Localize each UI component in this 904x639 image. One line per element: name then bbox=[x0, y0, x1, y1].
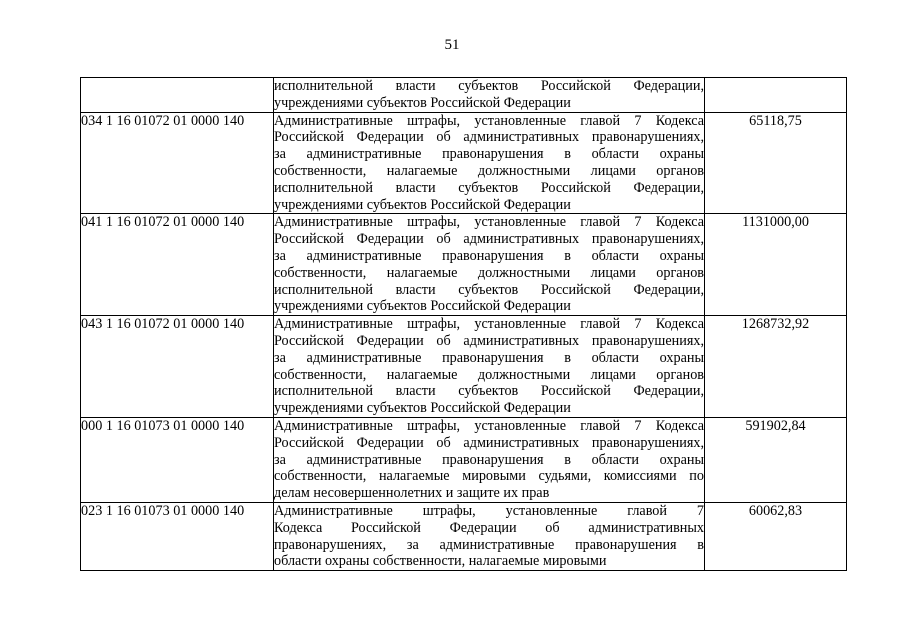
budget-code-cell bbox=[81, 78, 274, 113]
description-line: собственности, налагаемые должностными лицами органов bbox=[274, 264, 704, 281]
amount-cell: 1131000,00 bbox=[705, 214, 847, 316]
description-line: делам несовершеннолетних и защите их прав bbox=[274, 485, 550, 502]
description-cell bbox=[274, 78, 705, 113]
description-line: правонарушениях, за административные правонарушения в bbox=[274, 536, 704, 553]
table-body bbox=[81, 78, 847, 571]
description-line: за административные правонарушения в области охраны bbox=[274, 146, 704, 163]
description-line: Административные штрафы, установленные главой 7 Кодекса bbox=[274, 112, 704, 129]
amount-cell: 65118,75 bbox=[705, 112, 847, 214]
table-row bbox=[81, 417, 847, 502]
description-line: собственности, налагаемые мировыми судьями, комиссиями по bbox=[274, 468, 704, 485]
description-line: Административные штрафы, установленные главой 7 bbox=[274, 502, 704, 519]
description-line: Российской Федерации об административных правонарушениях, bbox=[274, 332, 704, 349]
budget-revenue-table bbox=[80, 77, 847, 571]
description-line: Административные штрафы, установленные главой 7 Кодекса bbox=[274, 214, 704, 231]
description-line: исполнительной власти субъектов Российской Федерации, bbox=[274, 383, 704, 400]
table-row bbox=[81, 78, 847, 113]
description-line: Российской Федерации об административных правонарушениях, bbox=[274, 434, 704, 451]
description-cell bbox=[274, 502, 705, 570]
amount-cell: 591902,84 bbox=[705, 417, 847, 502]
description-line: исполнительной власти субъектов Российской Федерации, bbox=[274, 179, 704, 196]
description-line: собственности, налагаемые должностными лицами органов bbox=[274, 366, 704, 383]
description-line: за административные правонарушения в области охраны bbox=[274, 451, 704, 468]
description-line: учреждениями субъектов Российской Федерации bbox=[274, 196, 571, 213]
description-cell bbox=[274, 214, 705, 316]
table-row bbox=[81, 214, 847, 316]
amount-cell bbox=[705, 78, 847, 113]
description-line: учреждениями субъектов Российской Федерации bbox=[274, 298, 571, 315]
description-line: за административные правонарушения в области охраны bbox=[274, 349, 704, 366]
description-line: за административные правонарушения в области охраны bbox=[274, 247, 704, 264]
budget-code-cell: 000 1 16 01073 01 0000 140 bbox=[81, 417, 274, 502]
budget-code-cell: 043 1 16 01072 01 0000 140 bbox=[81, 316, 274, 418]
table-row bbox=[81, 316, 847, 418]
description-line: учреждениями субъектов Российской Федерации bbox=[274, 400, 571, 417]
description-line: области охраны собственности, налагаемые мировыми bbox=[274, 553, 607, 570]
description-line: Российской Федерации об административных правонарушениях, bbox=[274, 231, 704, 248]
table-row bbox=[81, 502, 847, 570]
budget-code-cell: 034 1 16 01072 01 0000 140 bbox=[81, 112, 274, 214]
description-line: Российской Федерации об административных правонарушениях, bbox=[274, 129, 704, 146]
description-line: собственности, налагаемые должностными лицами органов bbox=[274, 162, 704, 179]
amount-cell: 60062,83 bbox=[705, 502, 847, 570]
page-number: 51 bbox=[444, 37, 460, 53]
description-cell bbox=[274, 316, 705, 418]
budget-code-cell: 041 1 16 01072 01 0000 140 bbox=[81, 214, 274, 316]
description-line: исполнительной власти субъектов Российской Федерации, bbox=[274, 78, 704, 94]
description-line: исполнительной власти субъектов Российской Федерации, bbox=[274, 281, 704, 298]
table-row bbox=[81, 112, 847, 214]
description-line: учреждениями субъектов Российской Федерации bbox=[274, 94, 571, 111]
description-line: Административные штрафы, установленные главой 7 Кодекса bbox=[274, 316, 704, 333]
description-cell bbox=[274, 112, 705, 214]
budget-code-cell: 023 1 16 01073 01 0000 140 bbox=[81, 502, 274, 570]
description-line: Кодекса Российской Федерации об административных bbox=[274, 519, 704, 536]
amount-cell: 1268732,92 bbox=[705, 316, 847, 418]
description-line: Административные штрафы, установленные главой 7 Кодекса bbox=[274, 417, 704, 434]
description-cell bbox=[274, 417, 705, 502]
